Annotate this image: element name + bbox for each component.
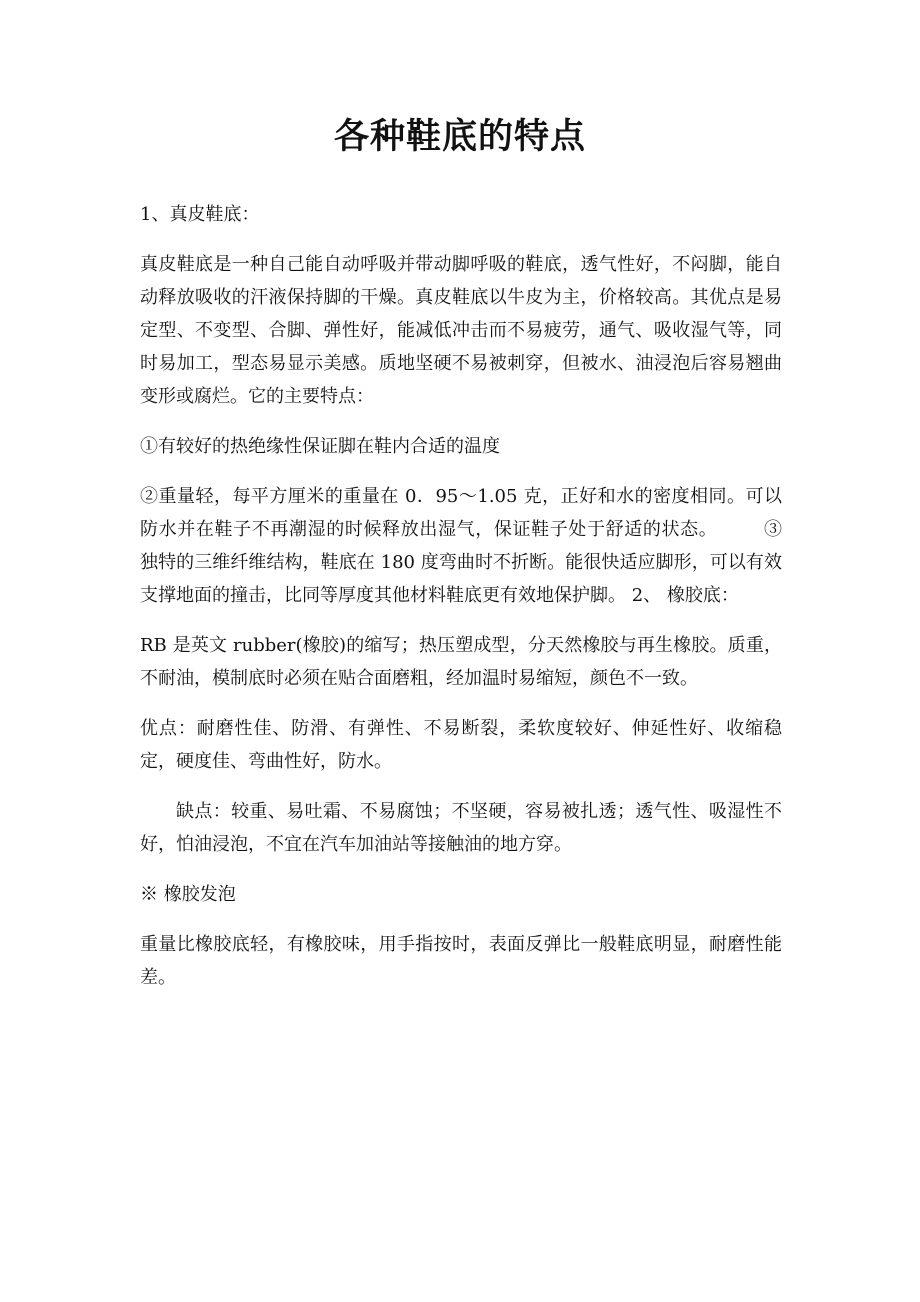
section-heading-leather-sole: 1、真皮鞋底： bbox=[140, 204, 260, 225]
section-heading-rubber-foam: ※ 橡胶发泡 bbox=[140, 884, 236, 905]
feature-3-text: ③ 独特的三维纤维结构，鞋底在 180 度弯曲时不折断。能很快适应脚形，可以有效支撑地面的撞击，比同等厚度其他材料鞋底更有效地保护脚。 2、 橡胶底： bbox=[140, 519, 782, 606]
paragraph-rubber-foam-description: 重量比橡胶底轻，有橡胶味，用手指按时，表面反弹比一般鞋底明显，耐磨性能差。 bbox=[140, 934, 782, 988]
document-body bbox=[140, 198, 782, 1011]
paragraph-feature-2-3 bbox=[140, 480, 782, 612]
paragraph-feature-1: ①有较好的热绝缘性保证脚在鞋内合适的温度 bbox=[140, 436, 500, 457]
feature-2-text: ②重量轻，每平方厘米的重量在 0．95～1.05 克，正好和水的密度相同。可以防水并在鞋子不再潮湿的时候释放出湿气，保证鞋子处于舒适的状态。 bbox=[140, 486, 782, 540]
paragraph-rubber-advantages: 优点：耐磨性佳、防滑、有弹性、不易断裂，柔软度较好、伸延性好、收缩稳定，硬度佳、弯曲性好，防水。 bbox=[140, 718, 782, 772]
paragraph-rubber-description: RB 是英文 rubber(橡胶)的缩写；热压塑成型，分天然橡胶与再生橡胶。质重，不耐油，模制底时必须在贴合面磨粗，经加温时易缩短，颜色不一致。 bbox=[140, 635, 782, 689]
document-title: 各种鞋底的特点 bbox=[333, 117, 586, 157]
paragraph-rubber-disadvantages: 缺点：较重、易吐霜、不易腐蚀；不坚硬，容易被扎透；透气性、吸湿性不好，怕油浸泡，不宜在汽车加油站等接触油的地方穿。 bbox=[140, 801, 782, 855]
paragraph-leather-sole-description: 真皮鞋底是一种自己能自动呼吸并带动脚呼吸的鞋底，透气性好，不闷脚，能自动释放吸收的汗液保持脚的干燥。真皮鞋底以牛皮为主，价格较高。其优点是易定型、不变型、合脚、弹性好，能减低冲击而不易疲劳，通气、吸收湿气等，同时易加工，型态易显示美感。质地坚硬不易被刺穿，但被水、油浸泡后容易翘曲变形或腐烂。它的主要特点： bbox=[140, 254, 782, 407]
